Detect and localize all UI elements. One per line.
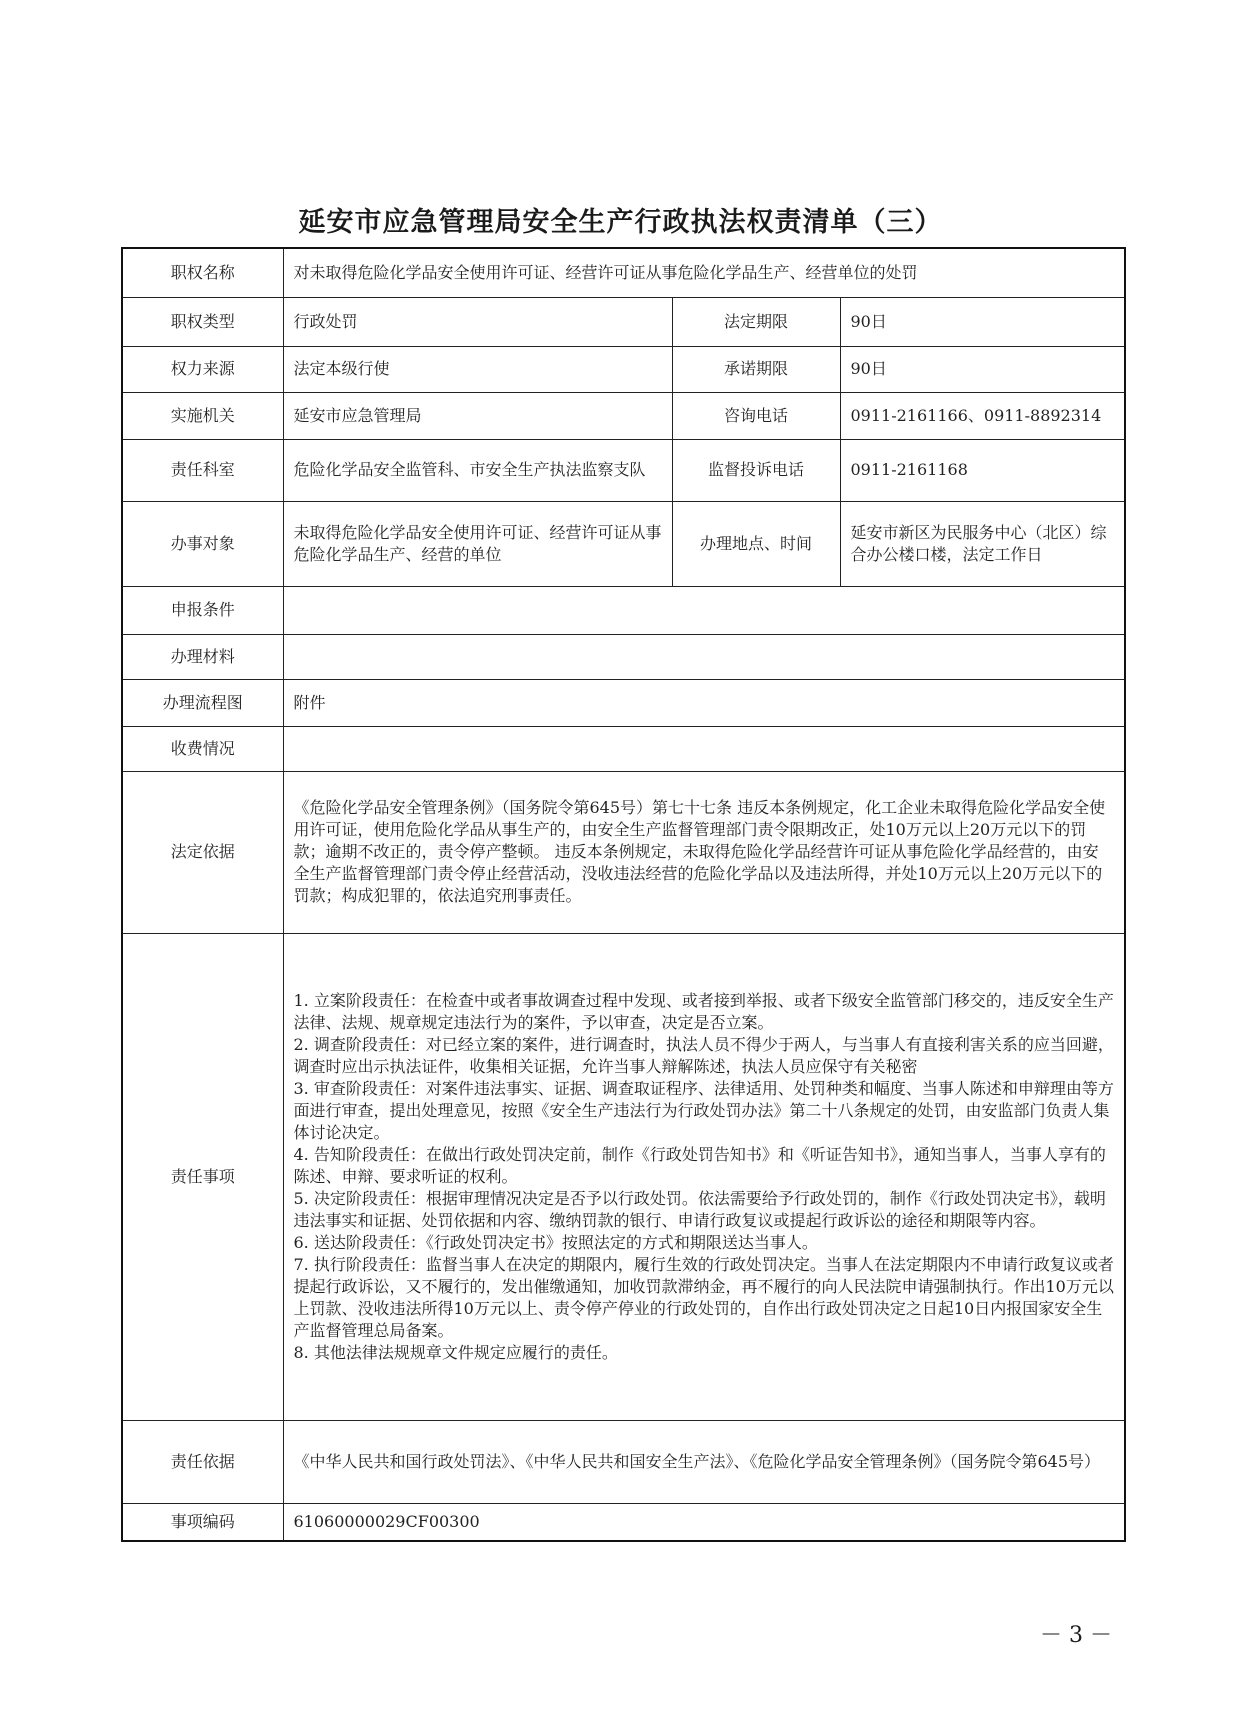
label-agency: 实施机关 bbox=[122, 392, 283, 439]
row-source bbox=[122, 346, 1125, 392]
label-flowchart: 办理流程图 bbox=[122, 679, 283, 726]
label-complaint-phone: 监督投诉电话 bbox=[672, 439, 840, 501]
label-fees: 收费情况 bbox=[122, 726, 283, 771]
value-fees bbox=[283, 726, 1125, 771]
label-code: 事项编码 bbox=[122, 1503, 283, 1541]
responsibility-item: 5. 决定阶段责任：根据审理情况决定是否予以行政处罚。依法需要给予行政处罚的，制作《行政处罚决定书》，载明违法事实和证据、处罚依据和内容、缴纳罚款的银行、申请行政复议或提起行政诉讼的途径和期限等内容。 bbox=[293, 1188, 1106, 1230]
label-office: 责任科室 bbox=[122, 439, 283, 501]
label-consult-phone: 咨询电话 bbox=[672, 392, 840, 439]
value-resp-basis: 《中华人民共和国行政处罚法》、《中华人民共和国安全生产法》、《危险化学品安全管理条例》（国务院令第645号） bbox=[283, 1420, 1125, 1503]
value-legal-period: 90日 bbox=[840, 297, 1125, 346]
row-target bbox=[122, 501, 1125, 586]
label-materials: 办理材料 bbox=[122, 634, 283, 679]
document-title: 延安市应急管理局安全生产行政执法权责清单（三） bbox=[298, 207, 943, 238]
value-materials bbox=[283, 634, 1125, 679]
label-promised-period: 承诺期限 bbox=[672, 346, 840, 392]
label-resp-basis: 责任依据 bbox=[122, 1420, 283, 1503]
row-legal-basis bbox=[122, 771, 1125, 933]
label-legal-basis: 法定依据 bbox=[122, 771, 283, 933]
row-agency bbox=[122, 392, 1125, 439]
responsibility-item: 8. 其他法律法规规章文件规定应履行的责任。 bbox=[293, 1342, 618, 1362]
value-conditions bbox=[283, 586, 1125, 634]
value-code: 61060000029CF00300 bbox=[283, 1503, 1125, 1541]
label-source: 权力来源 bbox=[122, 346, 283, 392]
value-agency: 延安市应急管理局 bbox=[283, 392, 672, 439]
label-place-time: 办理地点、时间 bbox=[672, 501, 840, 586]
responsibility-item: 3. 审查阶段责任：对案件违法事实、证据、调查取证程序、法律适用、处罚种类和幅度、当事人陈述和申辩理由等方面进行审查，提出处理意见，按照《安全生产违法行为行政处罚办法》第二十八条规定的处罚，由安监部门负责人集体讨论决定。 bbox=[293, 1078, 1114, 1142]
responsibility-table bbox=[121, 247, 1126, 1542]
row-type bbox=[122, 297, 1125, 346]
value-target: 未取得危险化学品安全使用许可证、经营许可证从事危险化学品生产、经营的单位 bbox=[283, 501, 672, 586]
row-flowchart bbox=[122, 679, 1125, 726]
value-office: 危险化学品安全监管科、市安全生产执法监察支队 bbox=[283, 439, 672, 501]
value-source: 法定本级行使 bbox=[283, 346, 672, 392]
row-code bbox=[122, 1503, 1125, 1541]
row-materials bbox=[122, 634, 1125, 679]
responsibility-item: 1. 立案阶段责任：在检查中或者事故调查过程中发现、或者接到举报、或者下级安全监管部门移交的，违反安全生产法律、法规、规章规定违法行为的案件，予以审查，决定是否立案。 bbox=[293, 990, 1114, 1032]
responsibility-item: 2. 调查阶段责任：对已经立案的案件，进行调查时，执法人员不得少于两人，与当事人有直接利害关系的应当回避，调查时应出示执法证件，收集相关证据，允许当事人辩解陈述，执法人员应保守有关秘密 bbox=[293, 1034, 1114, 1076]
label-name: 职权名称 bbox=[122, 248, 283, 297]
value-responsibilities bbox=[283, 933, 1125, 1420]
row-conditions bbox=[122, 586, 1125, 634]
label-conditions: 申报条件 bbox=[122, 586, 283, 634]
row-resp-basis bbox=[122, 1420, 1125, 1503]
value-place-time: 延安市新区为民服务中心（北区）综合办公楼口楼，法定工作日 bbox=[840, 501, 1125, 586]
responsibility-item: 6. 送达阶段责任：《行政处罚决定书》按照法定的方式和期限送达当事人。 bbox=[293, 1232, 818, 1252]
label-target: 办事对象 bbox=[122, 501, 283, 586]
row-office bbox=[122, 439, 1125, 501]
value-legal-basis: 《危险化学品安全管理条例》（国务院令第645号）第七十七条 违反本条例规定，化工企业未取得危险化学品安全使用许可证，使用危险化学品从事生产的，由安全生产监督管理部门责令限期改正，处10万元以上20万元以下的罚款；逾期不改正的，责令停产整顿。 违反本条例规定，未取得危险化学品经营许可证从事危险化学品经营的，由安全生产监督管理部门责令停止经营活动，没收违法经营的危险化学品以及违法所得，并处10万元以上20万元以下的罚款；构成犯罪的，依法追究刑事责任。 bbox=[283, 771, 1125, 933]
row-responsibilities bbox=[122, 933, 1125, 1420]
label-legal-period: 法定期限 bbox=[672, 297, 840, 346]
row-fees bbox=[122, 726, 1125, 771]
responsibility-item: 7. 执行阶段责任：监督当事人在决定的期限内，履行生效的行政处罚决定。当事人在法定期限内不申请行政复议或者提起行政诉讼，又不履行的，发出催缴通知，加收罚款滞纳金，再不履行的向人民法院申请强制执行。作出10万元以上罚款、没收违法所得10万元以上、责令停产停业的行政处罚的，自作出行政处罚决定之日起10日内报国家安全生产监督管理总局备案。 bbox=[293, 1254, 1114, 1340]
value-complaint-phone: 0911-2161168 bbox=[840, 439, 1125, 501]
responsibility-item: 4. 告知阶段责任：在做出行政处罚决定前，制作《行政处罚告知书》和《听证告知书》，通知当事人，当事人享有的陈述、申辩、要求听证的权利。 bbox=[293, 1144, 1106, 1186]
page-number: － 3 － bbox=[1040, 1623, 1112, 1648]
value-name: 对未取得危险化学品安全使用许可证、经营许可证从事危险化学品生产、经营单位的处罚 bbox=[283, 248, 1125, 297]
value-promised-period: 90日 bbox=[840, 346, 1125, 392]
value-type: 行政处罚 bbox=[283, 297, 672, 346]
value-consult-phone: 0911-2161166、0911-8892314 bbox=[840, 392, 1125, 439]
row-name bbox=[122, 248, 1125, 297]
label-responsibilities: 责任事项 bbox=[122, 933, 283, 1420]
value-flowchart: 附件 bbox=[283, 679, 1125, 726]
label-type: 职权类型 bbox=[122, 297, 283, 346]
